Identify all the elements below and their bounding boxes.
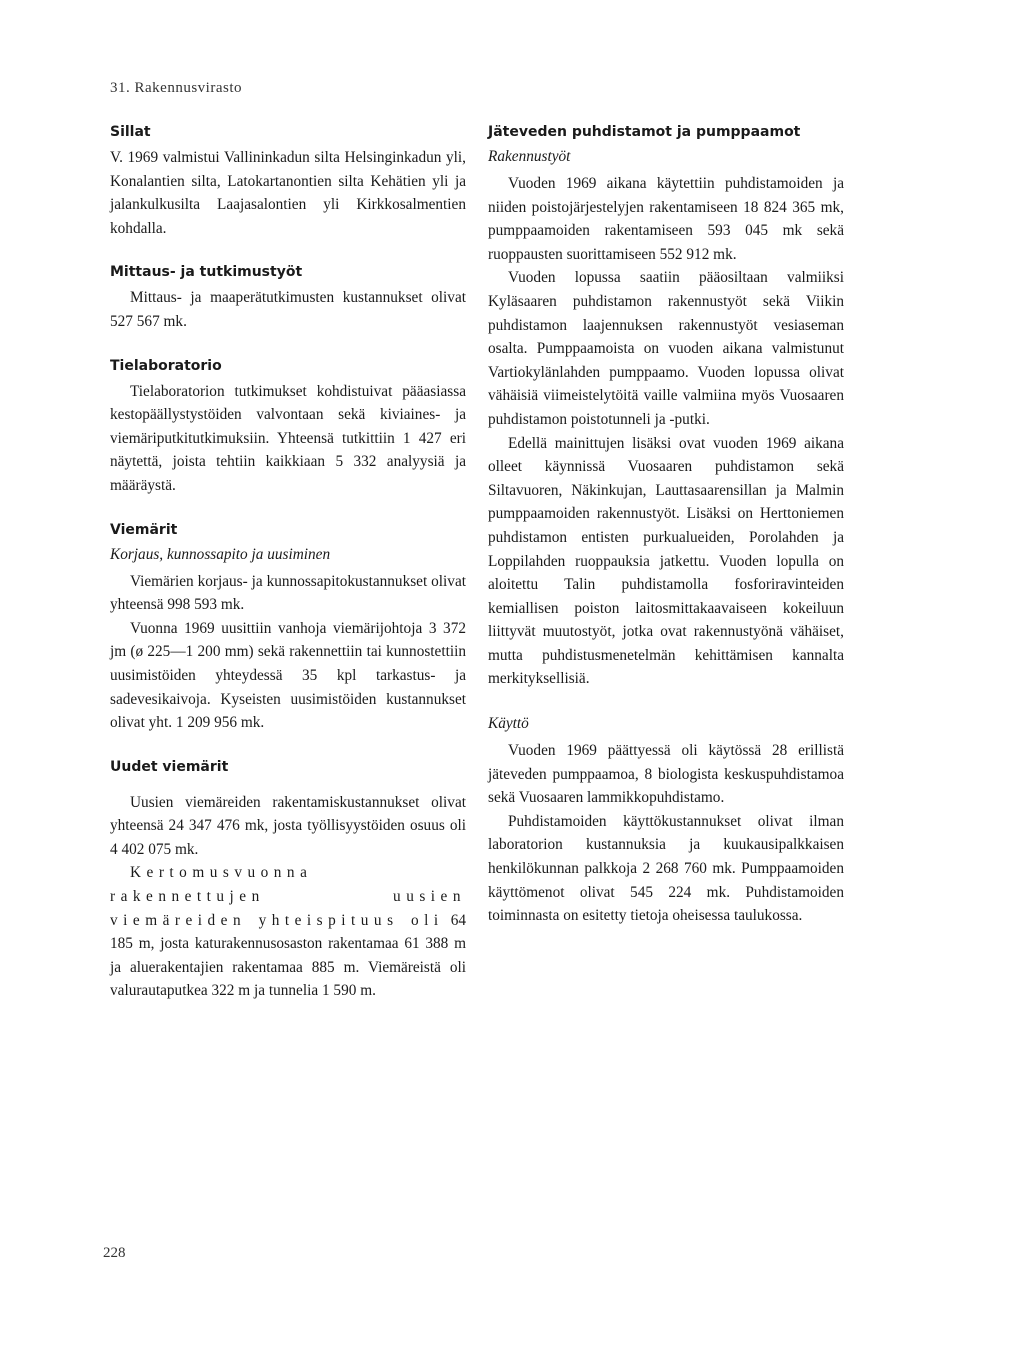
section-tielaboratorio [110, 356, 466, 498]
paragraph: Vuoden 1969 aikana käytettiin puhdistamoiden ja niiden poistojärjestelyjen rakentamiseen 18 824 365 mk, pumppaamoiden rakentamiseen 593 045 mk sekä ruoppausten suorittamiseen 552 912 mk. [488, 175, 844, 263]
paragraph: Puhdistamoiden käyttökustannukset olivat ilman laboratorion kustannuksia ja kuukausipalkkaisen henkilökunnan palkkoja 2 268 760 mk. Pumppaamoiden käyttömenot olivat 545 224 mk. Puhdistamoiden toiminnasta on esitetty tietoja oheisessa taulukossa. [488, 812, 844, 925]
page-number: 228 [103, 1245, 126, 1261]
paragraph: V. 1969 valmistui Vallininkadun silta Helsinginkadun yli, Konalantien silta, Latokartanontien silta Kehätien yli ja jalankulkusilta Laajasalontien yli Kirkkosalmentien kohdalla. [110, 149, 466, 237]
section-heading: Sillat [110, 124, 151, 140]
paragraph: Mittaus- ja maaperätutkimusten kustannukset olivat 527 567 mk. [110, 289, 466, 330]
section-mittaus [110, 262, 466, 333]
paragraph: Vuoden 1969 päättyessä oli käytössä 28 erillistä jäteveden pumppaamoa, 8 biologista keskuspuhdistamoa sekä Vuosaaren lammikkopuhdistamo. [488, 742, 844, 807]
paragraph: Edellä mainittujen lisäksi ovat vuoden 1969 aikana olleet käynnissä Vuosaaren puhdistamon sekä Siltavuoren, Näkinkujan, Lauttasaarensillan ja Malmin pumppaamoiden rakennustyöt. Lisäksi on Herttoniemen puhdistamon entisten purkualueiden, Porolahden ja Loppilahden ruoppauksia jatkettu. Vuoden lopulla on aloitettu Talin puhdistamolla fosforiravinteiden kemiallisen poiston laitosmittakaavaiseen kokeiluun liittyvät muutostyöt, jotka ovat rakennustyönä vähäiset, mutta puhdistusmenetelmän kehittämisen kannalta merkityksellisiä. [488, 434, 844, 688]
paragraph-text: 64 185 m, josta katurakennusosaston rakentamaa 61 388 m ja aluerakentajien rakentamaa 885 m. Viemäreistä oli valurautaputkea 322 m ja tunnelia 1 590 m. [110, 911, 466, 1000]
subheading: Käyttö [488, 715, 529, 733]
running-head: 31. Rakennusvirasto [110, 80, 242, 96]
paragraph: Vuonna 1969 uusittiin vanhoja viemärijohtoja 3 372 jm (ø 225—1 200 mm) sekä rakennettiin tai kunnostettiin uusimistöiden yhteydessä 35 kpl tarkastus- ja sadevesikaivoja. Kyseisten uusimistöiden kustannukset olivat yht. 1 209 956 mk. [110, 619, 466, 732]
section-heading: Uudet viemärit [110, 758, 229, 775]
section-jateveden [488, 122, 844, 928]
subheading: Korjaus, kunnossapito ja uusiminen [110, 545, 331, 563]
section-uudet-viemarit [110, 757, 466, 1003]
left-column [110, 122, 466, 1025]
section-heading: Mittaus- ja tutkimustyöt [110, 264, 303, 281]
spaced-text: Kertomusvuonna rakennettujen uusien viemäreiden yhteispituus oli [110, 864, 466, 929]
section-viemarit [110, 520, 466, 735]
paragraph: Vuoden lopussa saatiin pääosiltaan valmiiksi Kyläsaaren puhdistamon rakennustyöt sekä Viikin puhdistamon laajennuksen rakennustyöt vesiaseman osalta. Pumppaamoista on vuoden aikana valmistunut Vartiokylänlahden pumppaamo. Vuoden lopussa olivat vähäisiä viimeistelytöitä vaille valmiina myös Vuosaaren puhdistamon poistotunneli ja -putki. [488, 269, 844, 428]
section-sillat [110, 122, 466, 240]
paragraph: Viemärien korjaus- ja kunnossapitokustannukset olivat yhteensä 998 593 mk. [110, 572, 466, 614]
paragraph: Uusien viemäreiden rakentamiskustannukset olivat yhteensä 24 347 476 mk, josta työllisyystöiden osuus oli 4 402 075 mk. [110, 793, 466, 858]
subheading: Rakennustyöt [488, 148, 571, 165]
paragraph: Tielaboratorion tutkimukset kohdistuivat pääasiassa kestopäällystystöiden valvontaan sekä kiviaines- ja viemäriputkitutkimuksiin. Yhteensä tutkittiin 1 427 eri näytettä, joista tehtiin kaikkiaan 5 332 analyysiä ja määräystä. [110, 382, 466, 494]
paragraph [110, 861, 466, 1003]
right-column [488, 122, 844, 950]
section-heading: Jäteveden puhdistamot ja pumppaamot [488, 124, 801, 140]
section-heading: Tielaboratorio [110, 357, 222, 374]
section-heading: Viemärit [110, 521, 178, 538]
